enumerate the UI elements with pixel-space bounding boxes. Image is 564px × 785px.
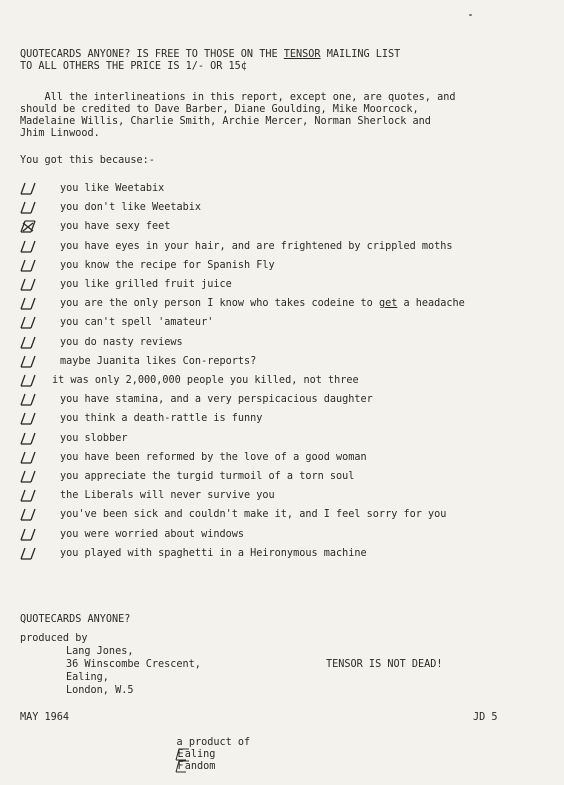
checkbox-icon <box>20 259 34 271</box>
intro-line-2: should be credited to Dave Barber, Diane Goulding, Mike Moorcock, <box>20 104 419 115</box>
reason-item-label: the Liberals will never survive you <box>60 490 275 501</box>
page-reference: JD 5 <box>473 712 498 723</box>
checkbox-icon <box>20 432 34 444</box>
checkbox-icon <box>20 508 34 520</box>
checkbox-icon <box>20 528 34 540</box>
address-line-2: 36 Winscombe Crescent, <box>66 659 201 670</box>
produced-by-label: produced by <box>20 633 88 644</box>
address-line-1: Lang Jones, <box>66 646 134 657</box>
emphasized-word: get <box>378 298 398 309</box>
reason-item-label: you were worried about windows <box>60 529 245 540</box>
reason-item-label: you have sexy feet <box>60 221 171 232</box>
tensor-slogan: TENSOR IS NOT DEAD! <box>326 659 443 670</box>
address-line-4: London, W.5 <box>66 685 134 696</box>
intro-line-4: Jhim Linwood. <box>20 128 100 139</box>
checked-box-icon <box>20 220 34 232</box>
checkbox-icon <box>20 470 34 482</box>
reason-item-label: it was only 2,000,000 people you killed, not three <box>52 375 359 386</box>
ink-speck <box>469 14 472 16</box>
checkbox-icon <box>20 316 34 328</box>
checkbox-icon <box>20 336 34 348</box>
checkbox-icon <box>20 374 34 386</box>
checkbox-icon <box>20 547 34 559</box>
reason-item-label: you played with spaghetti in a Heironymous machine <box>60 548 367 559</box>
colophon-title: QUOTECARDS ANYONE? <box>20 614 131 625</box>
reason-item-label: you appreciate the turgid turmoil of a torn soul <box>60 471 355 482</box>
reason-item-label: you have eyes in your hair, and are frightened by crippled moths <box>60 241 453 252</box>
checkbox-icon <box>20 278 34 290</box>
checkbox-icon <box>20 240 34 252</box>
reason-item-label: you are the only person I know who takes codeine to get a headache <box>60 298 465 309</box>
issue-date: MAY 1964 <box>20 712 70 723</box>
header-line-1-start: QUOTECARDS ANYONE? IS FREE TO THOSE ON THE <box>20 49 284 60</box>
checkbox-icon <box>20 489 34 501</box>
header-line-1 <box>20 49 400 61</box>
fandom-logo <box>177 761 185 773</box>
fandom-initial: F <box>177 761 184 772</box>
reasons-heading: You got this because:- <box>20 155 155 166</box>
reason-item-label: you've been sick and couldn't make it, and I feel sorry for you <box>60 509 447 520</box>
reason-item-label: maybe Juanita likes Con-reports? <box>60 356 257 367</box>
intro-line-3: Madelaine Willis, Charlie Smith, Archie Mercer, Norman Sherlock and <box>20 116 431 127</box>
intro-line-1: All the interlineations in this report, except one, are quotes, and <box>20 92 456 103</box>
reason-item-label: you have stamina, and a very perspicacious daughter <box>60 394 373 405</box>
product-prefix: a product of <box>176 737 251 748</box>
tensor-word: TENSOR <box>283 49 321 60</box>
header-line-2: TO ALL OTHERS THE PRICE IS 1/- OR 15¢ <box>20 61 247 72</box>
reason-item-label: you can't spell 'amateur' <box>60 317 214 328</box>
checkbox-icon <box>20 201 34 213</box>
checkbox-icon <box>20 393 34 405</box>
reason-item-label: you think a death-rattle is funny <box>60 413 263 424</box>
checkbox-icon <box>20 451 34 463</box>
fandom-rest: andom <box>184 761 216 772</box>
checkbox-icon <box>20 297 34 309</box>
ealing-initial: E <box>177 749 184 760</box>
product-line <box>152 725 250 785</box>
reason-item-label: you slobber <box>60 433 128 444</box>
address-line-3: Ealing, <box>66 672 109 683</box>
header-line-1-end: MAILING LIST <box>320 49 401 60</box>
reason-item-label: you like grilled fruit juice <box>60 279 232 290</box>
checkbox-icon <box>20 412 34 424</box>
reason-item-label: you don't like Weetabix <box>60 202 202 213</box>
reason-item-label: you know the recipe for Spanish Fly <box>60 260 275 271</box>
reason-item-label: you like Weetabix <box>60 183 165 194</box>
reason-item-label: you have been reformed by the love of a good woman <box>60 452 367 463</box>
reason-item-label: you do nasty reviews <box>60 337 183 348</box>
checkbox-icon <box>20 355 34 367</box>
ealing-rest: aling <box>184 749 216 760</box>
checkbox-icon <box>20 182 34 194</box>
